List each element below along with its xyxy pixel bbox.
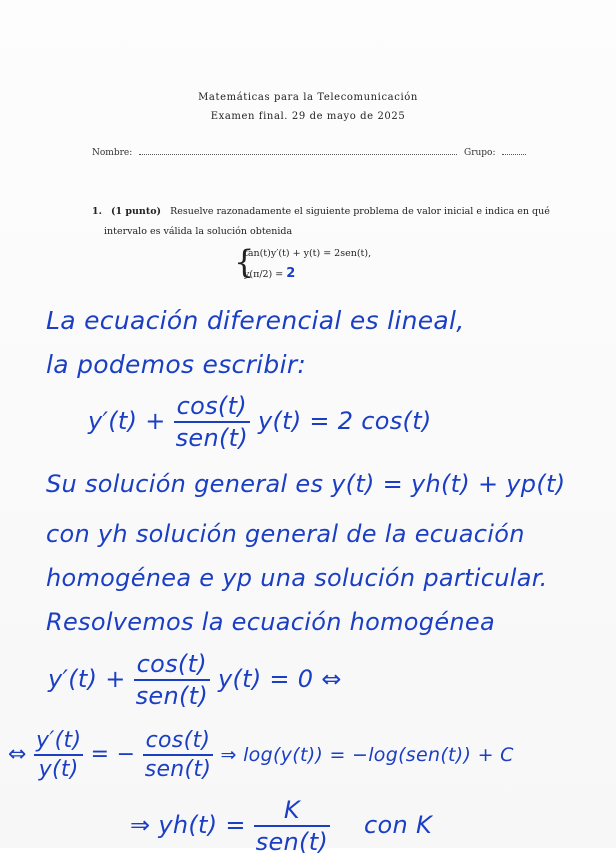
ivp-system: [234, 243, 372, 284]
eq-c-den: y(t): [38, 757, 79, 782]
eq-d-bar: [254, 825, 330, 827]
eq-c-mid: = −: [90, 742, 136, 767]
hw-line-1: La ecuación diferencial es lineal,: [46, 306, 465, 335]
statement-line-1: Resuelve razonadamente el siguiente problema de valor inicial e indica en qué: [170, 206, 550, 217]
eq-d-left: ⇒ yh(t) =: [130, 811, 246, 839]
hw-line-2: la podemos escribir:: [46, 350, 307, 379]
eq-b-left: y′(t) +: [48, 665, 126, 693]
ivp-equation: tan(t)y′(t) + y(t) = 2sen(t),: [244, 248, 372, 259]
eq-c-bar2: [143, 754, 214, 756]
hw-line-5: homogénea e yp una solución particular.: [46, 564, 548, 592]
eq-c-bar: [34, 754, 83, 756]
problem-statement: [92, 202, 552, 242]
eq-a-left: y′(t) +: [88, 407, 166, 435]
eq-c-den2: sen(t): [144, 757, 212, 782]
problem-number: 1.: [92, 206, 102, 217]
initial-condition-value: 2: [286, 266, 296, 281]
eq-d-den: sen(t): [255, 828, 329, 856]
hw-line-6: Resolvemos la ecuación homogénea: [46, 608, 495, 636]
eq-d-num: K: [283, 796, 300, 824]
eq-c-fraction-2: [143, 728, 214, 782]
exam-title: Examen final. 29 de mayo de 2025: [210, 111, 406, 122]
course-title: Matemáticas para la Telecomunicación: [198, 92, 418, 103]
system-brace: {: [234, 243, 255, 281]
statement-line-2: intervalo es válida la solución obtenida: [104, 226, 293, 237]
name-line: [92, 146, 542, 158]
eq-a-right: y(t) = 2 cos(t): [257, 407, 432, 435]
hw-equation-b: [48, 650, 342, 710]
eq-a-num: cos(t): [176, 392, 247, 420]
eq-a-den: sen(t): [175, 424, 248, 452]
eq-c-prefix: ⇔: [8, 742, 27, 767]
eq-d-fraction: [254, 796, 330, 856]
name-field[interactable]: [139, 146, 457, 155]
hw-equation-c: [8, 728, 514, 782]
eq-d-right: con K: [364, 811, 432, 839]
hw-equation-a: [88, 392, 432, 452]
eq-a-fraction: [174, 392, 250, 452]
eq-c-num2: cos(t): [145, 728, 211, 753]
ivp-initial-condition: [244, 264, 371, 284]
eq-b-num: cos(t): [136, 650, 207, 678]
hw-equation-d: [130, 796, 432, 856]
name-label: Nombre:: [92, 148, 133, 158]
hw-line-4: con yh solución general de la ecuación: [46, 520, 525, 548]
eq-c-num: y′(t): [36, 728, 82, 753]
initial-condition-prefix: y(π/2) =: [244, 269, 284, 280]
eq-b-fraction: [134, 650, 210, 710]
problem-points: (1 punto): [110, 206, 162, 217]
eq-b-right: y(t) = 0 ⇔: [217, 665, 342, 693]
eq-c-right: ⇒ log(y(t)) = −log(sen(t)) + C: [220, 744, 514, 766]
hw-line-3: Su solución general es y(t) = yh(t) + yp(t): [46, 470, 566, 498]
group-field[interactable]: [502, 146, 526, 155]
eq-b-bar: [134, 679, 210, 681]
group-label: Grupo:: [464, 148, 496, 158]
eq-c-fraction-1: [34, 728, 83, 782]
eq-a-bar: [174, 421, 250, 423]
eq-b-den: sen(t): [135, 682, 208, 710]
